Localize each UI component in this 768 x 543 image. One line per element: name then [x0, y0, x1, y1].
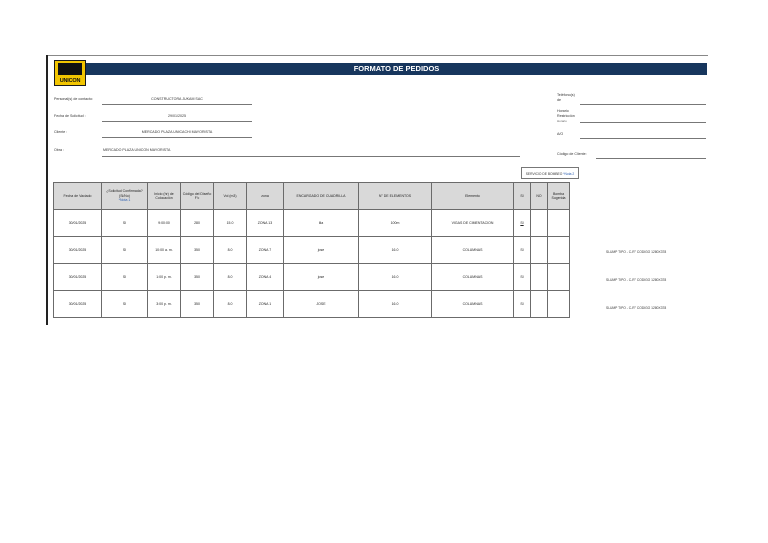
request-date-underline	[102, 121, 252, 122]
start-cell[interactable]: 10:00 a. m.	[148, 237, 181, 264]
table-row	[54, 291, 570, 318]
table-row	[54, 237, 570, 264]
volume-cell[interactable]: 8.0	[214, 264, 247, 291]
client-value[interactable]: MERCADO PLAZA UNICACHI MAYORISTA	[141, 130, 213, 134]
date-cell[interactable]: 30/01/2025	[54, 210, 102, 237]
no-cell[interactable]	[531, 291, 548, 318]
no-cell[interactable]	[531, 210, 548, 237]
no-cell[interactable]	[531, 264, 548, 291]
work-underline	[102, 156, 520, 157]
crew-cell[interactable]: lila	[284, 210, 359, 237]
logo-mark-icon	[58, 63, 82, 75]
column-header: Inicio (hr) de Colocación	[148, 183, 181, 210]
table-row	[54, 264, 570, 291]
volume-cell[interactable]: 15.0	[214, 210, 247, 237]
count-cell[interactable]: 100m	[359, 210, 432, 237]
element-cell[interactable]: COLUMNAS	[432, 237, 514, 264]
count-cell[interactable]: 16.0	[359, 237, 432, 264]
sheet-left-border	[46, 55, 48, 325]
start-cell[interactable]: 1:00 p. m.	[148, 264, 181, 291]
si-cell[interactable]: SI	[514, 291, 531, 318]
date-cell[interactable]: 30/01/2025	[54, 237, 102, 264]
column-header: N° DE ELEMENTOS	[359, 183, 432, 210]
unicon-logo	[54, 60, 86, 86]
si-cell[interactable]: SI	[514, 237, 531, 264]
volume-cell[interactable]: 8.0	[214, 237, 247, 264]
code-cell[interactable]: 350	[181, 237, 214, 264]
column-header: Elemento	[432, 183, 514, 210]
si-cell[interactable]: SI	[514, 210, 531, 237]
confirmed-cell[interactable]: SI	[102, 210, 148, 237]
no-cell[interactable]	[531, 237, 548, 264]
date-cell[interactable]: 30/01/2025	[54, 291, 102, 318]
request-date-value[interactable]: 29/01/2025	[168, 114, 186, 118]
request-date-label: Fecha de Solicitud :	[54, 114, 86, 118]
code-cell[interactable]: 350	[181, 291, 214, 318]
crew-cell[interactable]: jose	[284, 237, 359, 264]
column-header: Bomba Sugerida	[548, 183, 570, 210]
column-header: NO	[531, 183, 548, 210]
pump-cell[interactable]	[548, 264, 570, 291]
pump-cell[interactable]	[548, 210, 570, 237]
pump-cell[interactable]	[548, 237, 570, 264]
ato-label: A/O	[557, 132, 564, 136]
table-header-row	[54, 183, 570, 210]
phone-label: Teléfono(s) de	[557, 93, 575, 102]
row-extra-note: SLUMP TIPO - C-R° CODIGO 1280X378	[606, 278, 667, 282]
confirmed-cell[interactable]: SI	[102, 291, 148, 318]
contact-value[interactable]: CONSTRUCTORA JUKAM SAC	[151, 97, 203, 101]
contact-label: Personal(s) de contacto:	[54, 97, 93, 101]
column-header: Fecha de Vaciado	[54, 183, 102, 210]
column-header: ¿Solicitud Confirmada? (Si/No) *Nota 1	[102, 183, 148, 210]
zone-cell[interactable]: ZONA 1	[247, 291, 284, 318]
si-cell[interactable]: SI	[514, 264, 531, 291]
zone-cell[interactable]: ZONA 4	[247, 264, 284, 291]
client-underline	[102, 137, 252, 138]
count-cell[interactable]: 16.0	[359, 291, 432, 318]
pump-service-label: SERVICIO DE BOMBEO	[525, 172, 563, 176]
contact-underline	[102, 104, 252, 105]
crew-cell[interactable]: jose	[284, 264, 359, 291]
table-row	[54, 210, 570, 237]
code-cell[interactable]: 280	[181, 210, 214, 237]
pump-cell[interactable]	[548, 291, 570, 318]
code-cell[interactable]: 350	[181, 264, 214, 291]
zone-cell[interactable]: ZONA 7	[247, 237, 284, 264]
pump-service-note: *Nota 2	[563, 172, 575, 176]
element-cell[interactable]: COLUMNAS	[432, 264, 514, 291]
orders-table	[53, 182, 570, 318]
client-label: Cliente :	[54, 130, 68, 134]
row-extra-note: SLUMP TIPO - C-R° CODIGO 1280X378	[606, 306, 667, 310]
column-header: Vol (m3)	[214, 183, 247, 210]
element-cell[interactable]: COLUMNAS	[432, 291, 514, 318]
page-title: FORMATO DE PEDIDOS	[86, 63, 707, 75]
element-cell[interactable]: VIGAS DE CIMENTACION	[432, 210, 514, 237]
column-header: Código del Diseño F'c	[181, 183, 214, 210]
column-header: ENCARGADO DE CUADRILLA	[284, 183, 359, 210]
row-extra-note: SLUMP TIPO - C-R° CODIGO 1280X378	[606, 250, 667, 254]
start-cell[interactable]: 3:00 p. m.	[148, 291, 181, 318]
client-code-label: Código de Cliente:	[557, 152, 587, 156]
phone-underline	[580, 104, 706, 105]
restriction-sub-label: Horario	[557, 119, 567, 123]
restriction-underline	[580, 122, 706, 123]
sheet-top-border	[46, 55, 708, 56]
date-cell[interactable]: 30/01/2025	[54, 264, 102, 291]
confirmed-cell[interactable]: SI	[102, 237, 148, 264]
column-header: SI	[514, 183, 531, 210]
volume-cell[interactable]: 8.0	[214, 291, 247, 318]
start-cell[interactable]: 9:00:00	[148, 210, 181, 237]
logo-text: UNICON	[59, 78, 81, 84]
work-label: Obra :	[54, 148, 64, 152]
ato-underline	[580, 138, 706, 139]
zone-cell[interactable]: ZONA 13	[247, 210, 284, 237]
confirmed-cell[interactable]: SI	[102, 264, 148, 291]
restriction-label: Horario Restricción	[557, 109, 575, 118]
client-code-underline	[596, 158, 706, 159]
count-cell[interactable]: 16.0	[359, 264, 432, 291]
crew-cell[interactable]: JOSE	[284, 291, 359, 318]
work-value[interactable]: MERCADO PLAZA UNICON MAYORISTA	[103, 148, 171, 152]
pump-service-header	[521, 167, 579, 179]
column-header: zona	[247, 183, 284, 210]
